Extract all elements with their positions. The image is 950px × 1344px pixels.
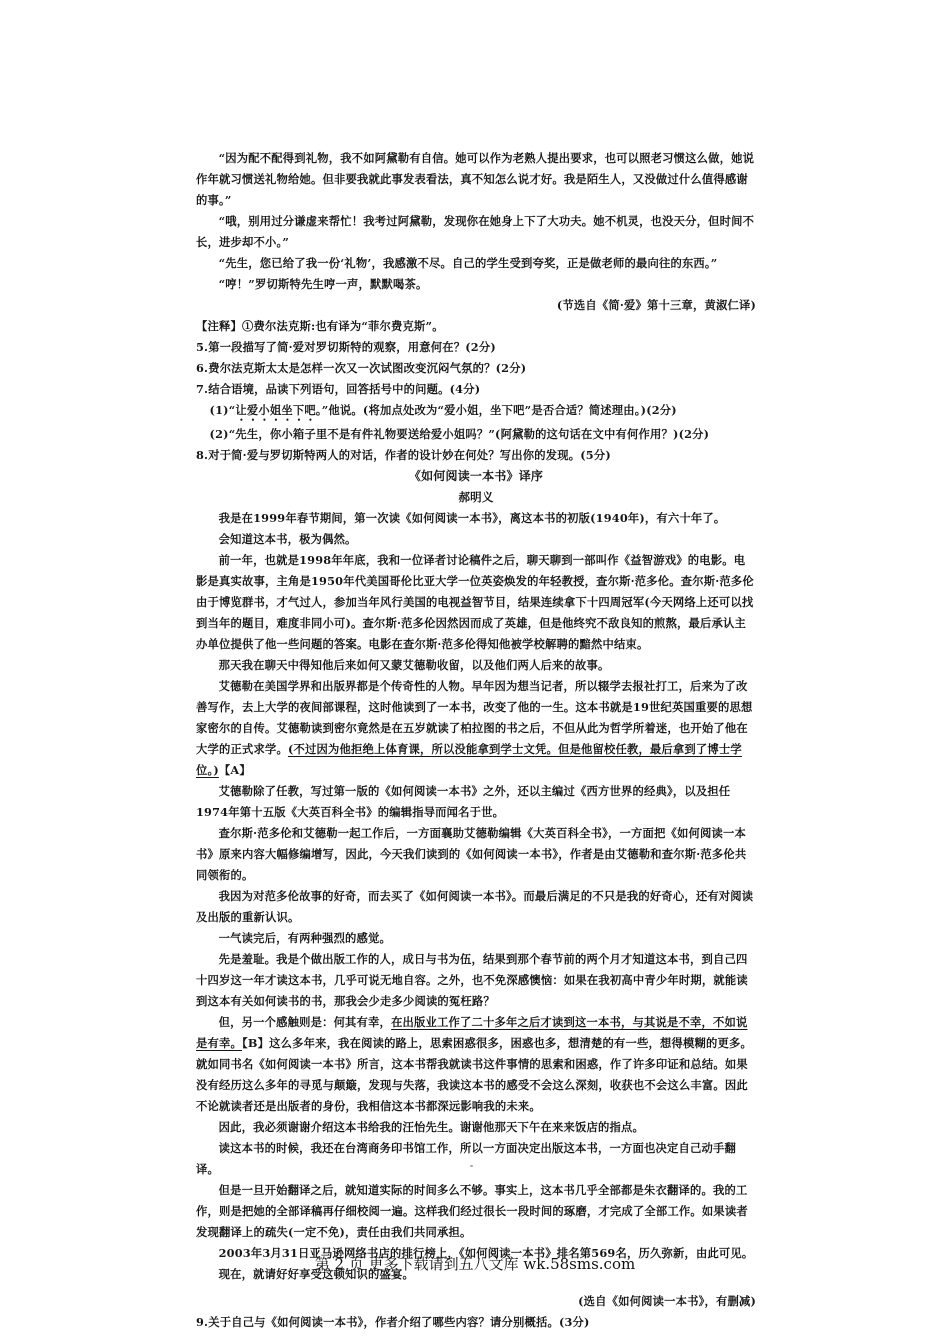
question-7: 7.结合语境，品读下列语句，回答括号中的问题。(4分) (196, 382, 481, 396)
marker-b: 【B】 (242, 1036, 270, 1050)
marker-a: 【A】 (218, 763, 251, 777)
essay-paragraph: 我因为对范多伦故事的好奇，而去买了《如何阅读一本书》。而最后满足的不只是我的好奇心，还有对阅读及出版的重新认识。 (196, 889, 754, 924)
dialogue-paragraph: “哼！”罗切斯特先生哼一声，默默喝茶。 (218, 277, 428, 291)
q7-1-prefix: (1)“ (209, 403, 236, 417)
annotation-note: 【注释】①费尔法克斯:也有译为“菲尔费克斯”。 (196, 319, 444, 333)
question-5: 5.第一段描写了简·爱对罗切斯特的观察，用意何在？(2分) (196, 340, 496, 354)
paragraph-text: 艾德勒在美国学界和出版界都是个传奇性的人物。早年因为想当记者，所以辍学去报社打工，后来为了改善写作，去上大学的夜间部课程，这时他读到了一本书，改变了他的一生。这本书就是19世纪英国重要的思想家密尔的自传。艾德勒读到密尔竟然是在五岁就读了柏拉图的书之后，不但从此为哲学所着迷，也开始了他在大学的正式求学。 (196, 679, 753, 756)
q7-1-dotted-phrase: 让爱小姐坐下吧 (235, 403, 316, 417)
essay-paragraph: 艾德勒除了任教，写过第一版的《如何阅读一本书》之外，还以主编过《西方世界的经典》，以及担任1974年第十五版《大英百科全书》的编辑指导而闻名于世。 (196, 784, 731, 819)
question-8: 8.对于简·爱与罗切斯特两人的对话，作者的设计妙在何处？写出你的发现。(5分) (196, 448, 611, 462)
essay-paragraph: 那天我在聊天中得知他后来如何又蒙艾德勒收留，以及他们两人后来的故事。 (218, 658, 610, 672)
dialogue-paragraph: “哦，别用过分谦虚来帮忙！我考过阿黛勒，发现你在她身上下了大功夫。她不机灵，也没天分，但时间不长，进步却不小。” (196, 214, 755, 249)
essay-source: (选自《如何阅读一本书》，有删减) (578, 1294, 756, 1308)
essay-paragraph: 会知道这本书，极为偶然。 (218, 532, 357, 546)
essay-paragraph: 查尔斯·范多伦和艾德勒一起工作后，一方面襄助艾德勒编辑《大英百科全书》，一方面把《如何阅读一本书》原来内容大幅修编增写，因此，今天我们读到的《如何阅读一本书》，作者是由艾德勒和查尔斯·范多伦共同领衔的。 (196, 826, 747, 882)
essay-paragraph: 先是羞耻。我是个做出版工作的人，成日与书为伍，结果到那个春节前的两个月才知道这本书，到自己四十四岁这一年才读这本书，几乎可说无地自容。之外，也不免深感懊恼：如果在我初高中青少年时期，就能读到这本有关如何读书的书，那我会少走多少阅读的冤枉路？ (196, 952, 748, 1008)
scan-speck (470, 1165, 473, 1167)
question-6: 6.费尔法克斯太太是怎样一次又一次试图改变沉闷气氛的？(2分) (196, 361, 527, 375)
question-7-1 (196, 400, 756, 424)
underlined-sentence-b: 在出版业工作了二十多年之后才读到这一本书，与其说是不幸，不如说是有幸。 (196, 1015, 748, 1050)
passage-source: (节选自《简·爱》第十三章，黄淑仁译) (556, 298, 756, 312)
essay-paragraph: 因此，我必须谢谢介绍这本书给我的汪怡先生。谢谢他那天下午在来来饭店的指点。 (218, 1120, 644, 1134)
q7-1-suffix: 。”他说。(将加点处改为“爱小姐，坐下吧”是否合适？简述理由。)(2分) (315, 403, 677, 417)
question-9: 9.关于自己与《如何阅读一本书》，作者介绍了哪些内容？请分别概括。(3分) (196, 1315, 590, 1329)
essay-paragraph: 2003年3月31日亚马逊网络书店的排行榜上，《如何阅读一本书》排名第569名，历久弥新，由此可见。 (218, 1246, 754, 1260)
paragraph-text: 但，另一个感触则是：何其有幸， (218, 1015, 392, 1029)
essay-paragraph: 前一年，也就是1998年年底，我和一位译者讨论稿件之后，聊天聊到一部叫作《益智游戏》的电影。电影是真实故事，主角是1950年代美国哥伦比亚大学一位英姿焕发的年轻教授，查尔斯·范多伦。查尔斯·范多伦由于博览群书，才气过人，参加当年风行美国的电视益智节目，结果连续拿下十四周冠军(今天网络上还可以找到当年的题目，难度非同小可)。查尔斯·范多伦因然因而成了英雄，但是他终究不敌良知的煎熬，最后承认主办单位提供了他一些问题的答案。电影在查尔斯·范多伦得知他被学校解聘的黯然中结束。 (196, 553, 754, 651)
essay-paragraph-a (196, 676, 756, 781)
question-7-2: (2)“先生，你小箱子里不是有件礼物要送给爱小姐吗？”(阿黛勒的这句话在文中有何作用？)(2分) (209, 427, 710, 441)
underlined-sentence-a: (不过因为他拒绝上体育课，所以没能拿到学士文凭。但是他留校任教，最后拿到了博士学位。) (196, 742, 742, 777)
passage-author: 郝明义 (458, 490, 494, 504)
essay-paragraph: 但是一旦开始翻译之后，就知道实际的时间多么不够。事实上，这本书几乎全部都是朱衣翻译的。我的工作，则是把她的全部译稿再仔细校阅一遍。这样我们经过很长一段时间的琢磨，才完成了全部工作。如果读者发现翻译上的疏失(一定不免)，责任由我们共同承担。 (196, 1183, 748, 1239)
page-footer: 第 2 页 更多下载请到五八文库 wk.58sms.com (314, 1255, 636, 1273)
essay-paragraph: 现在，就请好好享受这顿知识的盛宴。 (218, 1267, 415, 1281)
essay-paragraph: 一气读完后，有两种强烈的感觉。 (218, 931, 392, 945)
dialogue-paragraph: “先生，您已给了我一份‘礼物’，我感激不尽。自己的学生受到夸奖，正是做老师的最向往的东西。” (218, 256, 718, 270)
paragraph-text: 这么多年来，我在阅读的路上，思索困惑很多，困惑也多，想清楚的有一些，想得模糊的更多。就如同书名《如何阅读一本书》所言，这本书帮我就读书这件事情的思索和困惑，作了许多印证和总结。如果没有经历这么多年的寻觅与颠簸，发现与失落，我读这本书的感受不会这么深刻，收获也不会这么丰富。因此不论就读者还是出版者的身份，我相信这本书都深远影响我的未来。 (196, 1036, 752, 1113)
essay-paragraph: 读这本书的时候，我还在台湾商务印书馆工作，所以一方面决定出版这本书，一方面也决定自己动手翻译。 (196, 1141, 736, 1176)
essay-paragraph-b (196, 1012, 756, 1117)
exam-sheet (196, 148, 756, 1333)
passage-title: 《如何阅读一本书》译序 (408, 469, 544, 483)
dialogue-paragraph: “因为配不配得到礼物，我不如阿黛勒有自信。她可以作为老熟人提出要求，也可以照老习惯这么做，她说作年就习惯送礼物给她。但非要我就此事发表看法，真不知怎么说才好。我是陌生人，又没做过什么值得感谢的事。” (196, 151, 755, 207)
essay-paragraph: 我是在1999年春节期间，第一次读《如何阅读一本书》，离这本书的初版(1940年)，有六十年了。 (218, 511, 726, 525)
